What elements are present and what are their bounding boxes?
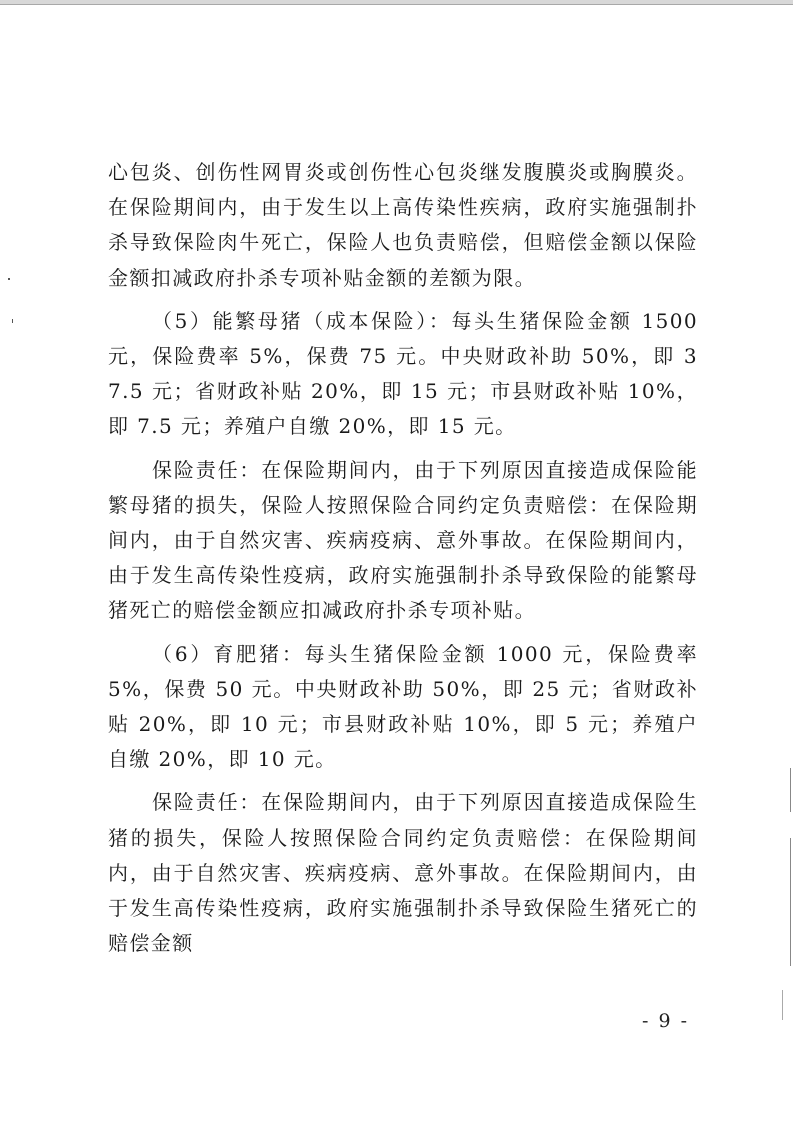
paragraph-fattening-pig-liability: 保险责任：在保险期间内，由于下列原因直接造成保险生猪的损失，保险人按照保险合同约定负责赔偿：在保险期间内，由于自然灾害、疾病疫病、意外事故。在保险期间内，由于发生高传染性疫病，政府实施强制扑杀导致保险生猪死亡的赔偿金额 [108,790,698,956]
document-body [108,155,698,969]
scan-edge-mark [790,768,791,812]
paragraph-sow-liability: 保险责任：在保险期间内，由于下列原因直接造成保险能繁母猪的损失，保险人按照保险合同约定负责赔偿：在保险期间内，由于自然灾害、疾病疫病、意外事故。在保险期间内，由于发生高传染性疫病，政府实施强制扑杀导致保险的能繁母猪死亡的赔偿金额应扣减政府扑杀专项补贴。 [108,457,698,623]
page-number: - 9 - [641,1010,689,1032]
scan-edge-mark [790,838,791,966]
paragraph-continuation: 心包炎、创伤性网胃炎或创伤性心包炎继发腹膜炎或胸膜炎。在保险期间内，由于发生以上高传染性疾病，政府实施强制扑杀导致保险肉牛死亡，保险人也负责赔偿，但赔偿金额以保险金额扣减政府扑杀专项补贴金额的差额为限。 [108,160,698,290]
paragraph-sow-insurance: （5）能繁母猪（成本保险）：每头生猪保险金额 1500 元，保险费率 5%，保费 75 元。中央财政补助 50%，即 37.5 元；省财政补贴 20%，即 15 元；市县财政补贴 10%，即 7.5 元；养殖户自缴 20%，即 15 元。 [108,308,698,439]
scan-speck [8,278,10,280]
scan-edge-line [0,4,793,5]
scan-speck [12,319,13,323]
paragraph-fattening-pig-insurance: （6）育肥猪：每头生猪保险金额 1000 元，保险费率 5%，保费 50 元。中央财政补助 50%，即 25 元；省财政补贴 20%，即 10 元；市县财政补贴 10%，即 5 元；养殖户自缴 20%，即 10 元。 [108,641,698,772]
scan-edge-mark [782,990,783,1020]
